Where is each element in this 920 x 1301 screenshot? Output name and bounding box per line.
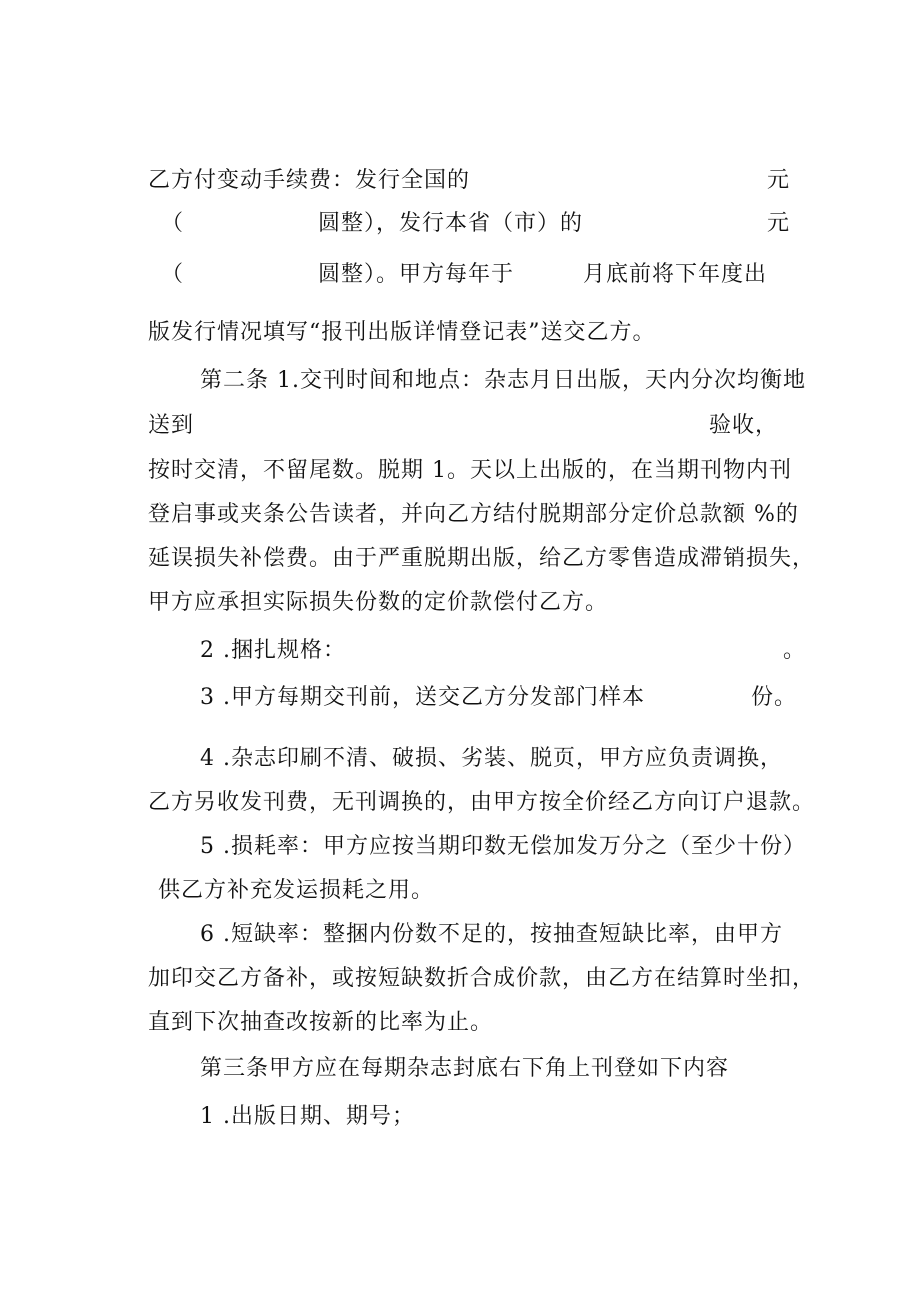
text-line: 圆整）。甲方每年于 bbox=[318, 262, 515, 287]
text-line: 延误损失补偿费。由于严重脱期出版，给乙方零售造成滞销损失， bbox=[148, 546, 816, 571]
text-line: 1 .出版日期、期号； bbox=[200, 1104, 415, 1129]
text-line: 圆整），发行本省（市）的 bbox=[318, 211, 584, 236]
text-line: 登启事或夹条公告读者，并向乙方结付脱期部分定价总款额 %的 bbox=[148, 502, 799, 527]
text-line: 4 .杂志印刷不清、破损、劣装、脱页，甲方应负责调换， bbox=[200, 746, 783, 771]
text-line: 乙方另收发刊费，无刊调换的，由甲方按全价经乙方向订户退款。 bbox=[148, 790, 816, 815]
text-line: 6 .短缺率：整捆内份数不足的，按抽查短缺比率，由甲方 bbox=[200, 922, 783, 947]
text-line: 直到下次抽查改按新的比率为止。 bbox=[148, 1010, 494, 1035]
text-line: （ bbox=[161, 262, 185, 287]
text-line: 2 .捆扎规格： bbox=[200, 638, 346, 663]
text-line: 加印交乙方备补，或按短缺数折合成价款，由乙方在结算时坐扣， bbox=[148, 966, 816, 991]
text-line: 版发行情况填写“报刊出版详情登记表”送交乙方。 bbox=[148, 320, 656, 345]
text-line: 3 .甲方每期交刊前，送交乙方分发部门样本 bbox=[200, 685, 645, 710]
text-line: 甲方应承担实际损失份数的定价款偿付乙方。 bbox=[148, 590, 609, 615]
text-line: 月底前将下年度出 bbox=[583, 262, 768, 287]
text-line: 。 bbox=[783, 638, 807, 663]
text-line: 验收， bbox=[709, 413, 779, 438]
text-line: 元 bbox=[767, 168, 791, 193]
text-line: 按时交清，不留尾数。脱期 1。天以上出版的，在当期刊物内刊 bbox=[148, 458, 792, 483]
text-line: 第二条 1.交刊时间和地点：杂志月日出版，天内分次均衡地 bbox=[200, 368, 806, 393]
text-line: （ bbox=[161, 211, 185, 236]
text-line: 5 .损耗率：甲方应按当期印数无偿加发万分之（至少十份） bbox=[200, 834, 806, 859]
text-line: 份。 bbox=[751, 685, 798, 710]
text-line: 送到 bbox=[148, 413, 195, 438]
text-line: 供乙方补充发运损耗之用。 bbox=[158, 878, 435, 903]
text-line: 乙方付变动手续费：发行全国的 bbox=[148, 168, 471, 193]
text-line: 元 bbox=[767, 211, 791, 236]
text-line: 第三条甲方应在每期杂志封底右下角上刊登如下内容 bbox=[200, 1056, 730, 1081]
